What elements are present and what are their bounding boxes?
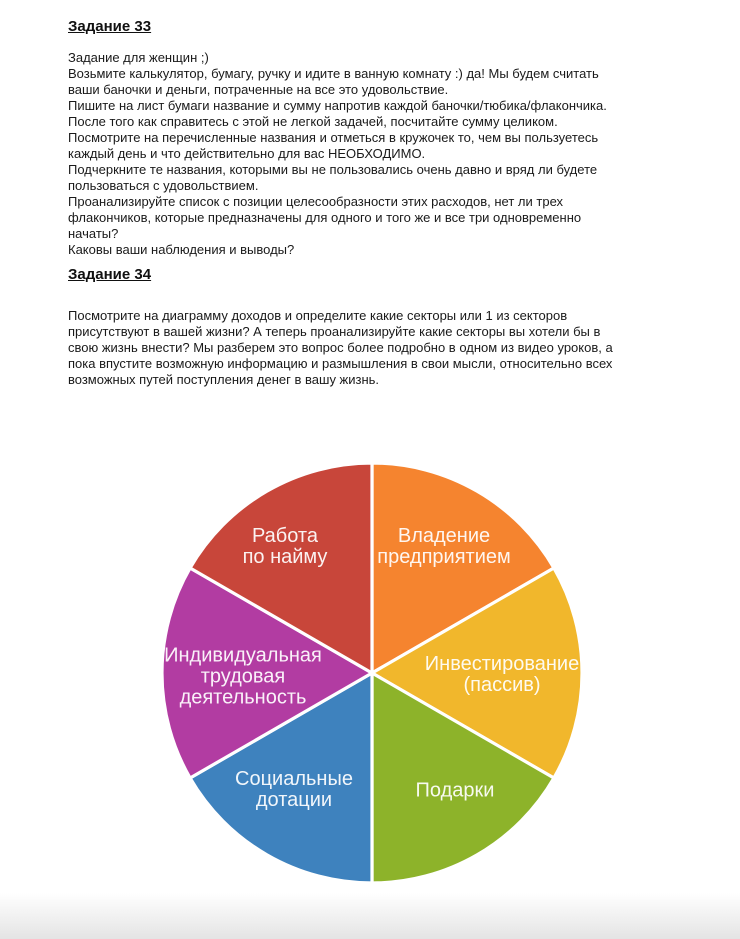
text-line: Задание для женщин ;) [68, 50, 209, 65]
task34-heading: Задание 34 [68, 266, 152, 283]
text-line: ваши баночки и деньги, потраченные на все это удовольствие. [68, 82, 449, 97]
text-line: свою жизнь внести? Мы разберем это вопрос более подробно в одном из видео уроков, а [68, 340, 613, 355]
pie-label-line: деятельность [179, 686, 307, 709]
pie-label-line: (пассив) [463, 674, 541, 696]
text-line: пока впустите возможную информацию и размышления в свои мысли, относительно всех [68, 356, 613, 371]
pie-slice-label [425, 654, 579, 696]
pie-slice-label [164, 646, 322, 709]
pie-slice-label [377, 526, 510, 568]
pie-label-line: Владение [397, 525, 491, 547]
pie-label-line: Инвестирование [424, 653, 580, 675]
text-line: каждый день и что действительно для вас НЕОБХОДИМО. [68, 146, 426, 161]
pie-slice-label [235, 769, 353, 811]
pie-label-line: Социальные [235, 768, 353, 790]
pie-label-line: Подарки [415, 779, 495, 802]
text-line: Подчеркните те названия, которыми вы не пользовались очень давно и вряд ли будете [68, 162, 598, 177]
pie-label-line: Индивидуальная [164, 644, 322, 667]
text-line: Проанализируйте список с позиции целесообразности этих расходов, нет ли трех [68, 194, 564, 209]
pie-slice-label [416, 781, 495, 802]
text-line: пользоваться с удовольствием. [68, 178, 259, 193]
text-line: флакончиков, которые предназначены для одного и того же и все три одновременно [68, 210, 582, 225]
text-line: После того как справитесь с этой не легкой задачей, посчитайте сумму целиком. [68, 114, 558, 129]
text-line: Посмотрите на перечисленные названия и отметься в кружочек то, чем вы пользуетесь [68, 130, 599, 145]
text-line: Возьмите калькулятор, бумагу, ручку и идите в ванную комнату :) да! Мы будем считать [68, 66, 599, 81]
pie-label-line: по найму [242, 546, 328, 568]
text-line: возможных путей поступления денег в вашу жизнь. [68, 372, 380, 387]
task33-heading: Задание 33 [68, 18, 152, 35]
pie-label-line: трудовая [200, 665, 286, 688]
pie-label-line: предприятием [377, 546, 511, 568]
text-line: присутствуют в вашей жизни? А теперь проанализируйте какие секторы вы хотели бы в [68, 324, 601, 339]
text-line: Пишите на лист бумаги название и сумму напротив каждой баночки/тюбика/флакончика. [68, 98, 607, 113]
text-line: Посмотрите на диаграмму доходов и определите какие секторы или 1 из секторов [68, 308, 568, 323]
text-line: Каковы ваши наблюдения и выводы? [68, 242, 295, 257]
page-bottom-shadow [0, 893, 740, 939]
pie-label-line: дотации [255, 789, 333, 811]
pie-slice-label [243, 526, 328, 568]
text-line: начаты? [68, 226, 119, 241]
pie-label-line: Работа [251, 525, 318, 547]
